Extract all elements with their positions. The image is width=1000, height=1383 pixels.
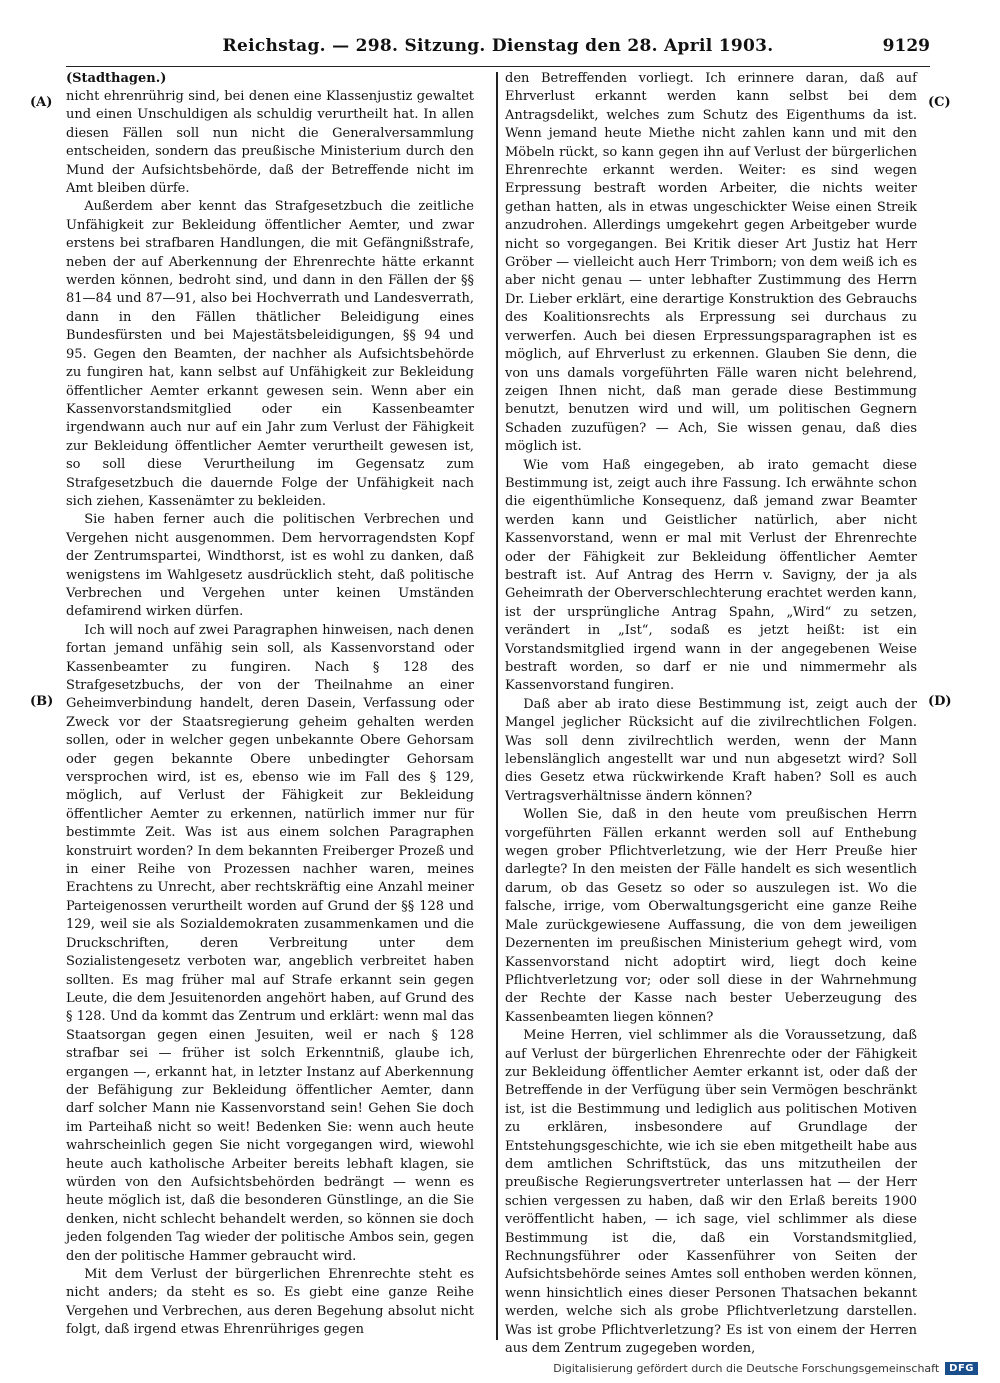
digitization-footer (553, 1362, 978, 1375)
margin-marker-d: (D) (928, 694, 952, 709)
margin-marker-c: (C) (928, 95, 951, 110)
paragraph: Daß aber ab irato diese Bestimmung ist, zeigt auch der Mangel jeglicher Rücksicht auf die zivilrechtlichen Folgen. Was soll denn zivilrechtlich werden, wenn der Mann lebenslänglich angestellt war und nun abgesetzt wird? Soll dies Gesetz etwa rückwirkende Kraft haben? Soll es auch Vertragsverhältnisse ändern können? (505, 696, 917, 804)
running-title: Reichstag. — 298. Sitzung. Dienstag den 28. April 1903. (222, 36, 774, 56)
margin-marker-b: (B) (30, 694, 54, 709)
paragraph: Mit dem Verlust der bürgerlichen Ehrenrechte steht es nicht anders; da steht es so. Es giebt eine ganze Reihe Vergehen und Verbrechen, aus deren Begehung absolut nicht folgt, daß irgend etwas Ehrenrühriges gegen (66, 1267, 474, 1338)
page-header (66, 18, 930, 56)
right-column (505, 70, 917, 1358)
margin-marker-a: (A) (30, 95, 53, 110)
speaker-name: (Stadthagen.) (66, 71, 167, 86)
footer-text: Digitalisierung gefördert durch die Deutsche Forschungsgemeinschaft (553, 1362, 940, 1375)
page-number: 9129 (882, 36, 930, 56)
paragraph: Meine Herren, viel schlimmer als die Voraussetzung, daß auf Verlust der bürgerlichen Ehrenrechte oder der Fähigkeit zur Bekleidung öffentlicher Aemter erkannt ist, oder daß der Betreffende in der Verfügung über sein Vermögen beschränkt ist, ist die Bestimmung und lediglich aus politischen Motiven zu erklären, insbesondere auf Grundlage der Entstehungsgeschichte, wie ich sie eben mitgetheilt habe aus dem amtlichen Schriftstück, das uns mitzutheilen der preußische Regierungsvertreter unterlassen hat — der Herr schien vergessen zu haben, daß wir den Erlaß bereits 1900 veröffentlicht haben, — ich sage, viel schlimmer als diese Bestimmung ist die, daß ein Vorstandsmitglied, Rechnungsführer oder Kassenführer von Seiten der Aufsichtsbehörde seines Amtes soll enthoben werden können, wenn hinsichtlich eines dieser Personen Thatsachen bekannt werden, welche sich als grobe Pflichtverletzung darstellen. Was ist grobe Pflichtverletzung? Es ist von einem der Herren aus dem Zentrum zugegeben worden, (505, 1028, 917, 1357)
paragraph: Sie haben ferner auch die politischen Verbrechen und Vergehen nicht ausgenommen. Dem hervorragendsten Kopf der Zentrumspartei, Windthorst, ist es wohl zu danken, daß wenigstens im Wahlgesetz ausdrücklich steht, daß politische Verbrechen und Vergehen unter keinen Umständen defamirend wirken dürfen. (66, 512, 474, 620)
paragraph: Wollen Sie, daß in den heute vom preußischen Herrn vorgeführten Fällen erkannt werden soll auf Enthebung wegen grober Pflichtverletzung, wie der Herr Preuße hier darlegte? In den meisten der Fälle handelt es sich wesentlich darum, ob das Gesetz so oder so auszulegen ist. Wo die falsche, irrige, vom Oberwaltungsgericht eine ganze Reihe Male zurückgewiesene Auffassung, die von dem jeweiligen Dezernenten im preußischen Ministerium gehegt wird, vom Kassenvorstand nicht adoptirt wird, liegt doch keine Pflichtverletzung vor; oder soll diese in der Wahrnehmung der Rechte der Kasse nach bester Ueberzeugung des Kassenbeamten liegen können? (505, 807, 917, 1025)
paragraph: den Betreffenden vorliegt. Ich erinnere daran, daß auf Ehrverlust erkannt werden kann selbst bei dem Antragsdelikt, welches zum Schutz des Eigenthums da ist. Wenn jemand heute Miethe nicht zahlen kann und mit den Möbeln rückt, so kann gegen ihn auf Verlust der bürgerlichen Ehrenrechte erkannt werden. Weiter: es sind wegen Erpressung bestraft worden Arbeiter, die nichts weiter gethan hatten, als in etwas ungeschickter Weise einen Streik anzudrohen. Allerdings umgekehrt gegen Arbeitgeber wurde nicht so vorgegangen. Bei Kritik dieser Art Justiz hat Herr Gröber — vielleicht auch Herr Trimborn; von dem weiß ich es aber nicht genau — unter lebhafter Zustimmung des Herrn Dr. Lieber erklärt, eine derartige Konstruktion des Gebrauchs des Koalitionsrechts als Erpressung sei durchaus zu verwerfen. Auch bei diesen Erpressungsparagraphen ist es möglich, auf Ehrverlust zu erkennen. Glauben Sie denn, die von uns damals vorgeführten Fälle waren nicht belehrend, zeigen Ihnen nicht, daß man gerade diese Bestimmung benutzt, benutzen wird und will, um politischen Gegnern Schaden zuzufügen? — Ach, Sie wissen genau, daß dies möglich ist. (505, 71, 917, 455)
paragraph: Außerdem aber kennt das Strafgesetzbuch die zeitliche Unfähigkeit zur Bekleidung öffentlicher Aemter, und zwar erstens bei strafbaren Handlungen, die mit Gefängnißstrafe, neben der auf Aberkennung der Ehrenrechte hätte erkannt werden können, bedroht sind, und dann in den Fällen der §§ 81—84 und 87—91, also bei Hochverrath und Landesverrath, dann in den Fällen thätlicher Beleidigung eines Bundesfürsten und bei Majestätsbeleidigungen, §§ 94 und 95. Gegen den Beamten, der nachher als Aufsichtsbehörde zu fungiren hat, kann selbst auf Unfähigkeit zur Bekleidung öffentlicher Aemter erkannt gewesen sein. Wenn aber ein Kassenvorstandsmitglied oder ein Kassenbeamter irgendwann auch nur auf ein Jahr zum Verlust der Fähigkeit zur Bekleidung öffentlicher Aemter verurtheilt gewesen ist, so soll diese Verurtheilung im Gegensatz zum Strafgesetzbuch die dauernde Folge der Unfähigkeit nach sich ziehen, Kassenämter zu bekleiden. (66, 199, 474, 509)
dfg-logo: DFG (945, 1362, 978, 1375)
paragraph: Wie vom Haß eingegeben, ab irato gemacht diese Bestimmung ist, zeigt auch ihre Fassung. Ich erwähnte schon die eigenthümliche Konsequenz, daß jemand zwar Beamter werden kann und Geistlicher natürlich, aber nicht Kassenvorstand, wenn er mal mit Verlust der Ehrenrechte oder der Fähigkeit zur Bekleidung öffentlicher Aemter bestraft ist. Auf Antrag des Herrn v. Savigny, der ja als Geheimrath der Oberverschlechterung erachtet werden kann, ist der ursprüngliche Antrag Spahn, „Wird“ zu setzen, verändert in „Ist“, sodaß es jetzt heißt: ist ein Vorstandsmitglied irgend wann in der angegebenen Weise bestraft worden, so darf er nie und nimmermehr als Kassenvorstand fungiren. (505, 457, 917, 694)
paragraph: Ich will noch auf zwei Paragraphen hinweisen, nach denen fortan jemand unfähig sein soll, als Kassenvorstand oder Kassenbeamter zu fungiren. Nach § 128 des Strafgesetzbuchs, der von der Theilnahme an einer Geheimverbindung handelt, deren Dasein, Verfassung oder Zweck vor der Staatsregierung geheim gehalten werden sollen, oder in welcher gegen unbekannte Obere Gehorsam oder gegen bekannte Obere unbedingter Gehorsam versprochen wird, ist es, ebenso wie im Fall des § 129, möglich, auf Verlust der Fähigkeit zur Bekleidung öffentlicher Aemter zu erkennen, natürlich immer nur für bestimmte Zeit. Was ist aus einem solchen Paragraphen konstruirt worden? In dem bekannten Freiberger Prozeß und in einer Reihe von Prozessen nachher waren, meines Erachtens zu Unrecht, aber rechtskräftig eine Anzahl meiner Parteigenossen verurtheilt worden auf Grund der §§ 128 und 129, weil sie als Sozialdemokraten zusammenkamen und die Druckschriften, deren Verbreitung unter dem Sozialistengesetz verboten war, angeblich verbreitet haben sollten. Es mag früher mal auf Strafe erkannt sein gegen Leute, die dem Jesuitenorden angehört haben, auf Grund des § 128. Und da kommt das Zentrum und erklärt: wenn mal das Staatsorgan gegen einen Jesuiten, weil er nach § 128 strafbar sei — früher ist solch Erkenntniß, glaube ich, ergangen —, erkannt hat, in letzter Instanz auf Aberkennung der Befähigung zur Bekleidung öffentlicher Aemter, dann darf solcher Mann nie Kassenvorstand sein! Gehen Sie doch im Parteihaß nicht so weit! Bedenken Sie: wenn auch heute wahrscheinlich gegen Sie nicht vorgegangen wird, wiewohl heute auch katholische Arbeiter bereits lebhaft klagen, sie würden von den Aufsichtsbehörden bedrängt — wenn es heute möglich ist, daß die besonderen Günstlinge, an die Sie denken, nicht schlecht behandelt werden, so können sie doch jeden folgenden Tag wieder der politische Ambos sein, gegen den der politische Hammer gebraucht wird. (66, 622, 474, 1264)
left-column (66, 70, 474, 1340)
column-divider (496, 72, 498, 1340)
header-rule (66, 66, 930, 67)
paragraph: nicht ehrenrührig sind, bei denen eine Klassenjustiz gewaltet und einen Unschuldigen als schuldig verurtheilt hat. In allen diesen Fällen soll nun nicht die Generalversammlung entscheiden, sondern das preußische Ministerium durch den Mund der Aufsichtsbehörde, daß der Betreffende nicht im Amt bleiben dürfe. (66, 89, 474, 197)
